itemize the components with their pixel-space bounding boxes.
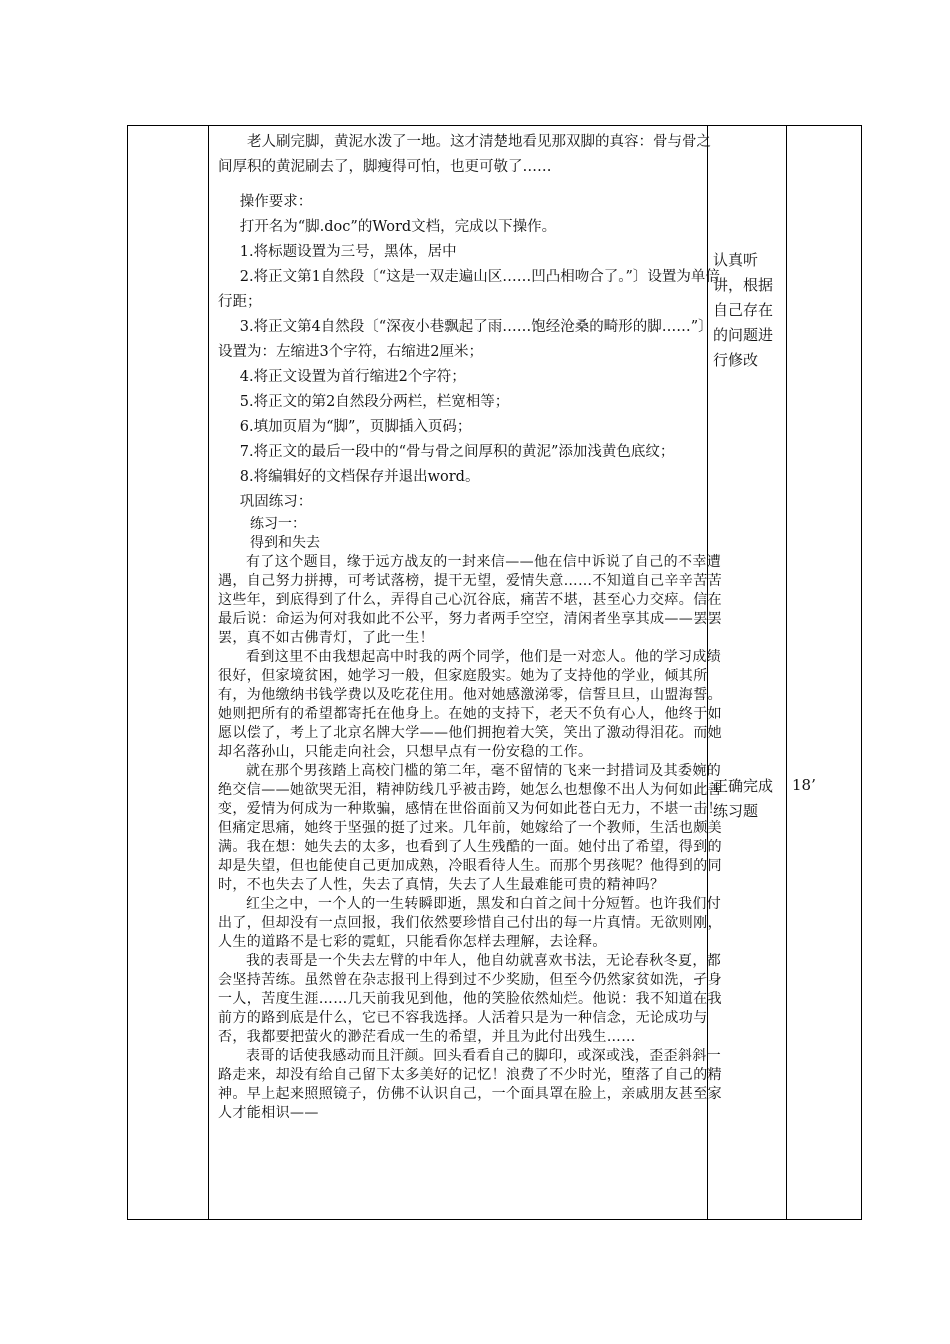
requirement-item: 8.将编辑好的文档保存并退出word。	[239, 469, 480, 485]
column-divider-3	[786, 126, 787, 1219]
requirements-intro: 打开名为“脚.doc”的Word文档，完成以下操作。	[239, 219, 557, 235]
essay-paragraph: 就在那个男孩踏上高校门槛的第二年，毫不留情的飞来一封措词及其委婉的绝交信——她欲哭无泪，精神防线几乎被击跨，她怎么也想像不出人为何如此善变，爱情为何成为一种欺骗，感情在世俗面前又为何如此苍白无力，不堪一击！但痛定思痛，她终于坚强的挺了过来。几年前，她嫁给了一个教师，生活也颇美满。我在想：她失去的太多，也看到了人生残酷的一面。她付出了希望，得到的却是失望，但也能使自己更加成熟，冷眼看待人生。而那个男孩呢？他得到的同时，不也失去了人性，失去了真情，失去了人生最难能可贵的精神吗？	[218, 763, 722, 893]
lesson-table	[127, 125, 862, 1220]
student-activity-1: 认真听讲，根据自己存在的问题进行修改	[713, 251, 774, 369]
intro-paragraph: 老人刷完脚，黄泥水泼了一地。这才清楚地看见那双脚的真容：骨与骨之间厚积的黄泥刷去了，脚瘦得可怕，也更可敬了……	[218, 134, 711, 175]
essay-paragraph: 看到这里不由我想起高中时我的两个同学，他们是一对恋人。他的学习成绩很好，但家境贫困，她学习一般，但家庭殷实。她为了支持他的学业，倾其所有，为他缴纳书钱学费以及吃花住用。他对她感激涕零，信誓旦旦，山盟海誓。她则把所有的希望都寄托在他身上。在她的支持下，老天不负有心人，他终于如愿以偿了，考上了北京名牌大学——他们拥抱着大笑，笑出了激动得泪花。而她却名落孙山，只能走向社会，只想早点有一份安稳的工作。	[218, 649, 722, 760]
essay-paragraph: 红尘之中，一个人的一生转瞬即逝，黑发和白首之间十分短暂。也许我们付出了，但却没有一点回报，我们依然要珍惜自己付出的每一片真情。无欲则刚，人生的道路不是七彩的霓虹，只能看你怎样去理解，去诠释。	[218, 896, 722, 950]
requirement-item: 2.将正文第1自然段〔“这是一双走遍山区……凹凸相吻合了。”〕设置为单倍行距；	[218, 269, 720, 310]
requirement-item: 7.将正文的最后一段中的“骨与骨之间厚积的黄泥”添加浅黄色底纹；	[239, 444, 675, 460]
requirement-item: 5.将正文的第2自然段分两栏，栏宽相等；	[239, 394, 510, 410]
requirement-item: 3.将正文第4自然段〔“深夜小巷飘起了雨……饱经沧桑的畸形的脚……”〕设置为：左缩进3个字符，右缩进2厘米；	[218, 319, 713, 360]
essay-paragraph: 有了这个题目，缘于远方战友的一封来信——他在信中诉说了自己的不幸遭遇，自己努力拼搏，可考试落榜，提干无望，爱情失意……不知道自己辛辛苦苦这些年，到底得到了什么，弄得自己心沉谷底，痛苦不堪，甚至心力交瘁。信在最后说：命运为何对我如此不公平，努力者两手空空，清闲者坐享其成——罢罢罢，真不如古佛青灯，了此一生！	[218, 554, 722, 646]
exercise-label: 练习一：	[250, 516, 306, 532]
requirement-item: 6.填加页眉为“脚”，页脚插入页码；	[239, 419, 472, 435]
essay-title: 得到和失去	[250, 535, 320, 551]
essay-paragraph: 我的表哥是一个失去左臂的中年人，他自幼就喜欢书法，无论春秋冬夏，都会坚持苦练。虽然曾在杂志报刊上得到过不少奖励，但至今仍然家贫如洗，孑身一人，苦度生涯……几天前我见到他，他的笑脸依然灿烂。他说：我不知道在我前方的路到底是什么，它已不容我选择。人活着只是为一种信念，无论成功与否，我都要把萤火的渺茫看成一生的希望，并且为此付出残生……	[218, 953, 722, 1045]
content-cell	[208, 126, 734, 1123]
practice-title: 巩固练习：	[239, 494, 313, 510]
requirements-title: 操作要求：	[239, 194, 313, 210]
requirement-item: 1.将标题设置为三号，黑体，居中	[239, 244, 457, 260]
student-activity-2: 正确完成练习题	[713, 777, 774, 820]
essay-paragraph: 表哥的话使我感动而且汗颜。回头看看自己的脚印，或深或浅，歪歪斜斜一路走来，却没有给自己留下太多美好的记忆！浪费了不少时光，堕落了自己的精神。早上起来照照镜子，仿佛不认识自己，一个面具罩在脸上，亲戚朋友甚至家人才能相识——	[218, 1048, 722, 1121]
time-allocation: 18’	[792, 776, 816, 794]
requirement-item: 4.将正文设置为首行缩进2个字符；	[239, 369, 466, 385]
